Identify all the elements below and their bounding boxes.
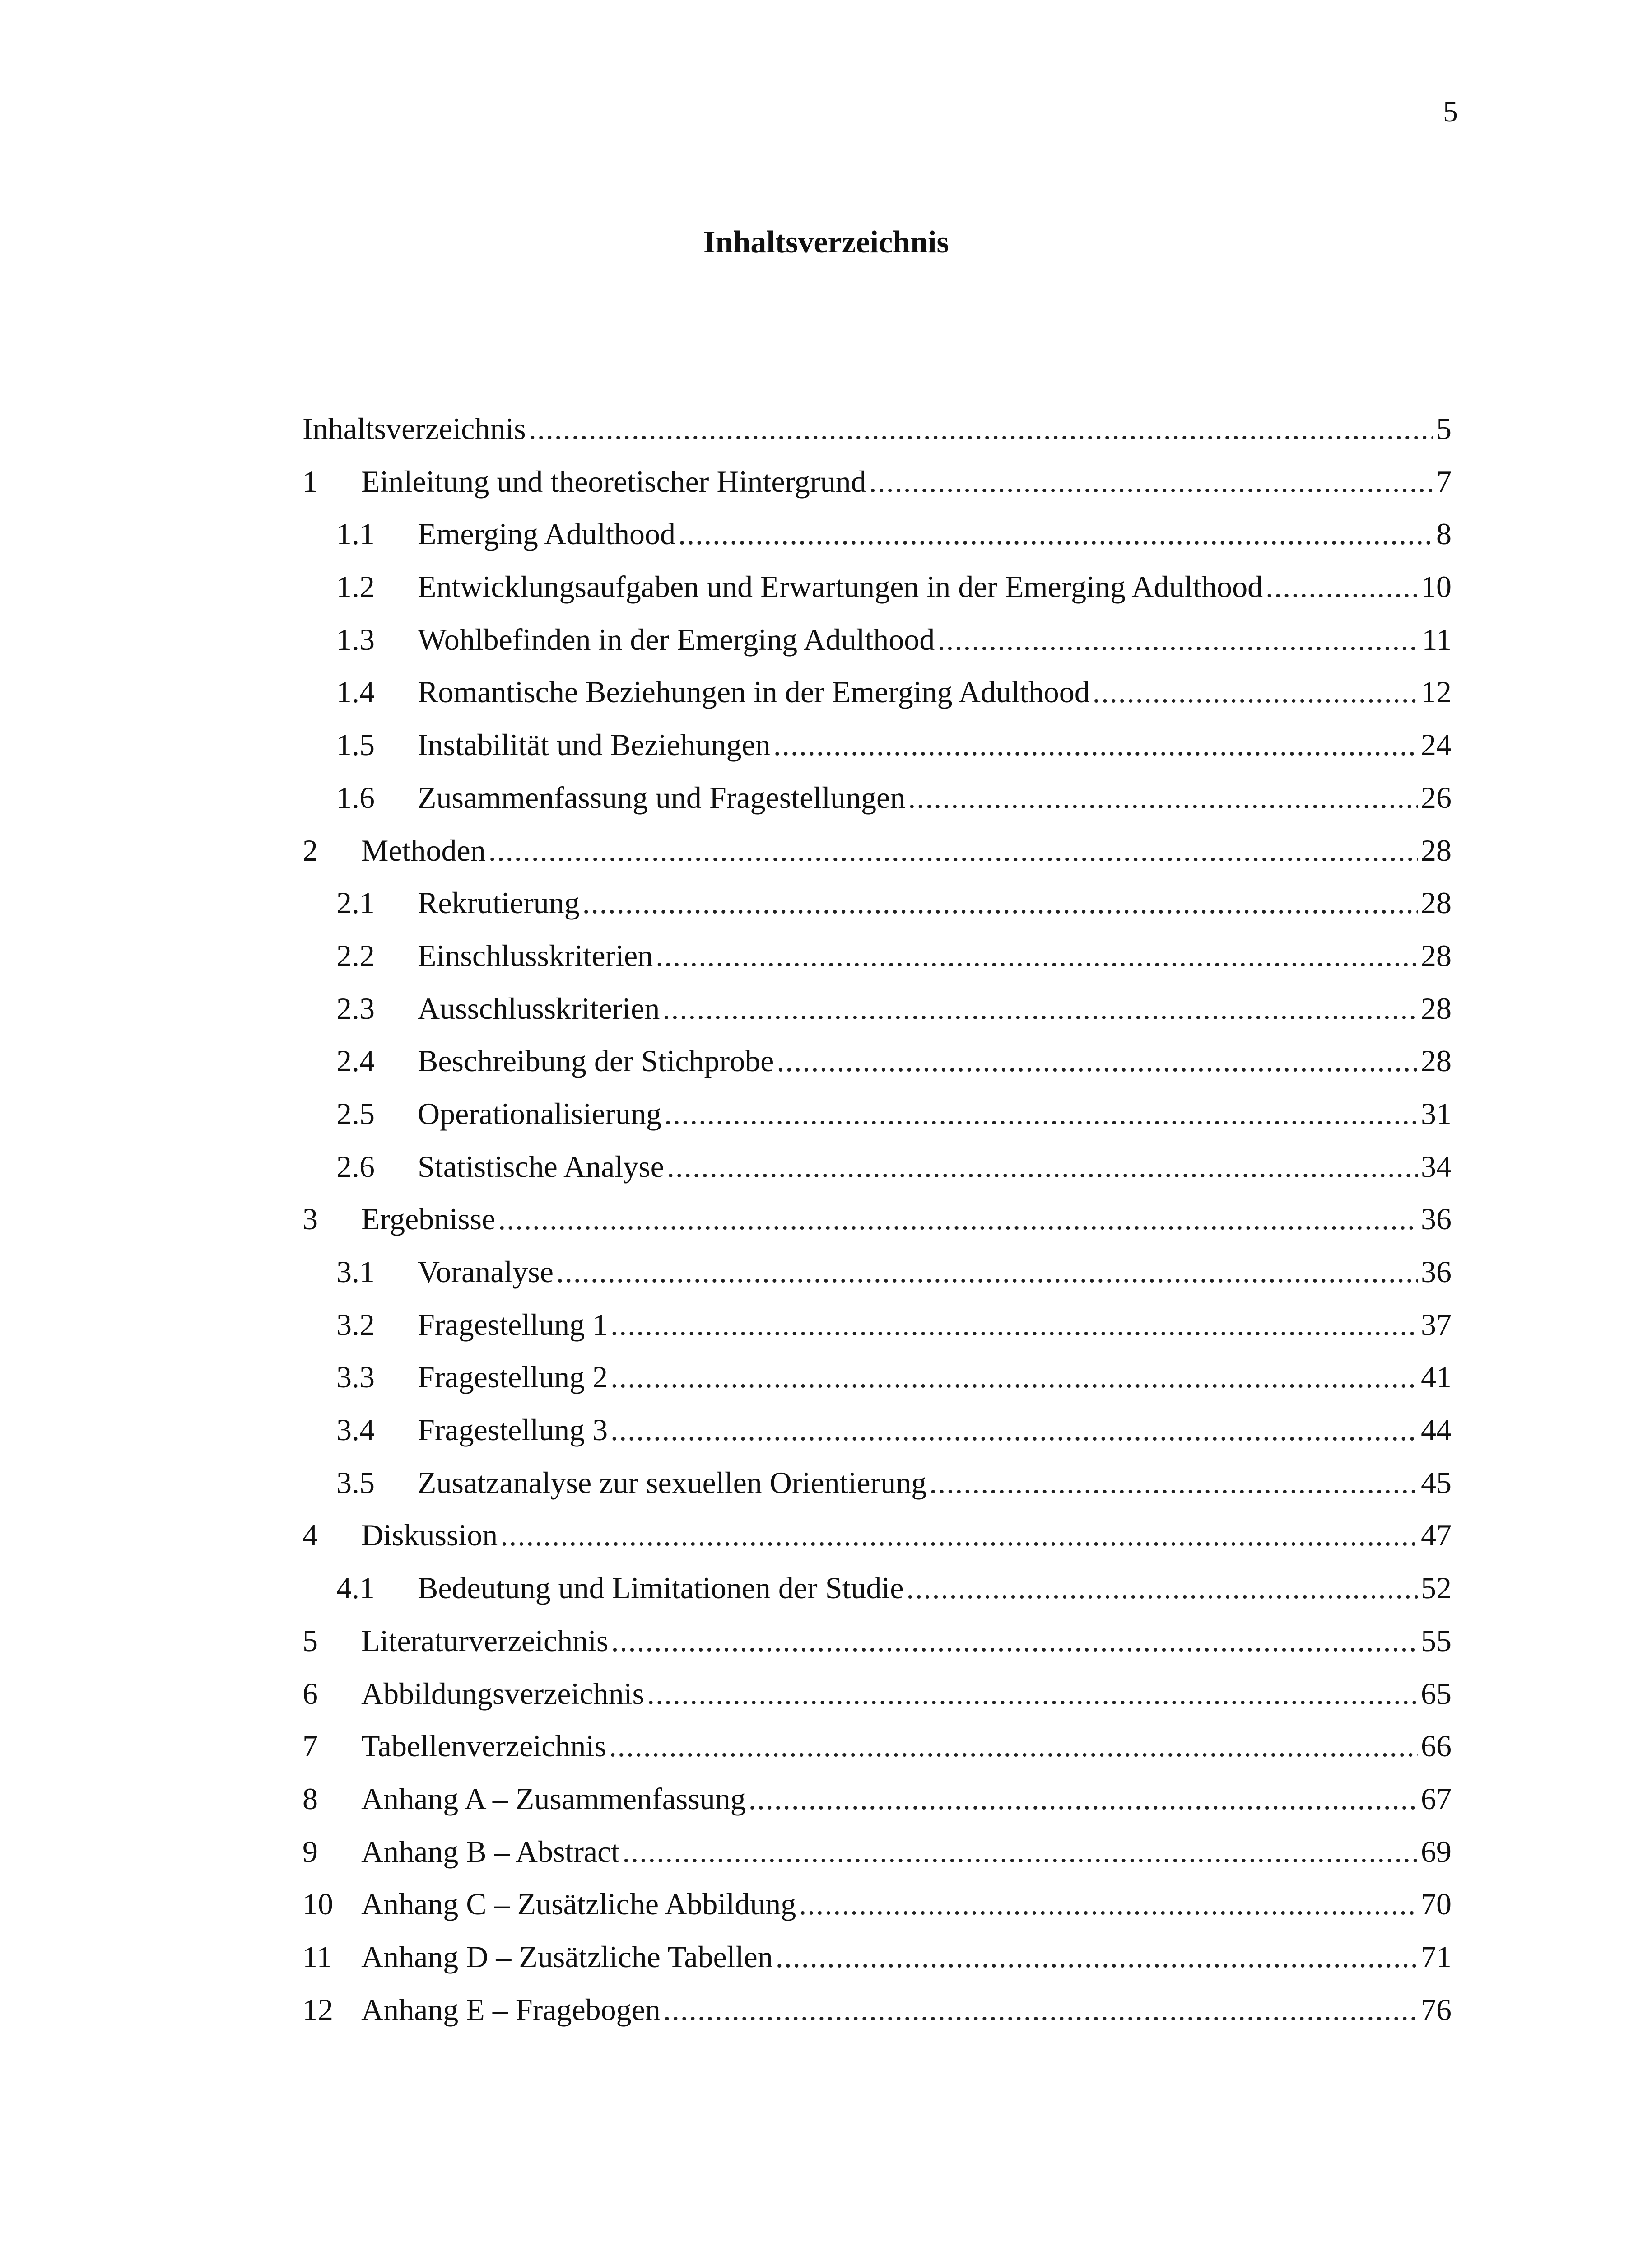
toc-entry-title: Einleitung und theoretischer Hintergrund (361, 464, 866, 499)
toc-entry[interactable] (302, 676, 1452, 729)
dot-leader (929, 1467, 1418, 1498)
toc-entry-number: 1 (302, 464, 318, 499)
toc-entry[interactable] (302, 1414, 1452, 1467)
toc-entry[interactable] (302, 1256, 1452, 1309)
toc-entry-page-number: 55 (1421, 1623, 1452, 1658)
toc-entry-page-number: 24 (1421, 728, 1452, 762)
toc-entry[interactable] (302, 1151, 1452, 1204)
toc-entry-title: Operationalisierung (418, 1096, 662, 1131)
toc-entry-title: Rekrutierung (418, 886, 580, 920)
toc-entry-number: 2.1 (336, 886, 375, 920)
toc-entry-page-number: 5 (1436, 411, 1452, 446)
toc-entry-page-number: 45 (1421, 1465, 1452, 1500)
dot-leader (609, 1731, 1418, 1761)
toc-entry-title: Anhang A – Zusammenfassung (361, 1781, 746, 1816)
toc-entry-title: Statistische Analyse (418, 1149, 664, 1184)
toc-entry[interactable] (302, 782, 1452, 835)
toc-entry-page-number: 52 (1421, 1571, 1452, 1605)
toc-entry-number: 6 (302, 1676, 318, 1711)
toc-entry-number: 2.6 (336, 1149, 375, 1184)
toc-entry-title: Inhaltsverzeichnis (302, 411, 526, 446)
dot-leader (662, 993, 1418, 1024)
toc-entry-page-number: 7 (1436, 464, 1452, 499)
toc-entry[interactable] (302, 1941, 1452, 1994)
toc-entry[interactable] (302, 835, 1452, 888)
toc-entry-title: Voranalyse (418, 1255, 554, 1289)
table-of-contents (302, 413, 1452, 2047)
toc-entry-page-number: 28 (1421, 886, 1452, 920)
toc-entry-page-number: 26 (1421, 780, 1452, 815)
toc-entry-page-number: 37 (1421, 1307, 1452, 1342)
toc-entry-number: 1.6 (336, 780, 375, 815)
toc-entry-number: 2.3 (336, 991, 375, 1026)
toc-entry-page-number: 28 (1421, 833, 1452, 868)
toc-entry-page-number: 28 (1421, 1044, 1452, 1078)
toc-entry-page-number: 67 (1421, 1781, 1452, 1816)
toc-entry-title: Zusammenfassung und Fragestellungen (418, 780, 906, 815)
dot-leader (664, 1098, 1418, 1129)
toc-entry-page-number: 11 (1422, 622, 1452, 657)
toc-entry-title: Methoden (361, 833, 486, 868)
toc-entry[interactable] (302, 1625, 1452, 1678)
toc-entry-page-number: 70 (1421, 1887, 1452, 1922)
toc-entry-page-number: 12 (1421, 675, 1452, 709)
toc-entry-number: 3.2 (336, 1307, 375, 1342)
toc-entry[interactable] (302, 940, 1452, 993)
dot-leader (663, 1994, 1418, 2025)
dot-leader (869, 466, 1433, 497)
dot-leader (610, 1309, 1418, 1340)
dot-leader (937, 624, 1419, 655)
toc-entry-title: Entwicklungsaufgaben und Erwartungen in der Emerging Adulthood (418, 569, 1263, 604)
toc-entry-title: Instabilität und Beziehungen (418, 728, 771, 762)
toc-entry-number: 2.4 (336, 1044, 375, 1078)
toc-entry[interactable] (302, 993, 1452, 1046)
toc-entry[interactable] (302, 413, 1452, 466)
toc-entry[interactable] (302, 1678, 1452, 1731)
toc-entry-number: 4 (302, 1518, 318, 1553)
dot-leader (529, 413, 1433, 444)
page-title: Inhaltsverzeichnis (703, 224, 949, 260)
dot-leader (610, 1414, 1418, 1445)
toc-entry[interactable] (302, 466, 1452, 519)
toc-entry-page-number: 44 (1421, 1413, 1452, 1447)
toc-entry-number: 3.5 (336, 1465, 375, 1500)
dot-leader (908, 782, 1418, 813)
toc-entry-number: 1.4 (336, 675, 375, 709)
toc-entry-number: 3.3 (336, 1360, 375, 1395)
toc-entry[interactable] (302, 518, 1452, 571)
toc-entry-number: 12 (302, 1992, 333, 2027)
toc-entry-number: 3.4 (336, 1413, 375, 1447)
toc-entry-page-number: 65 (1421, 1676, 1452, 1711)
toc-entry[interactable] (302, 1836, 1452, 1889)
toc-entry[interactable] (302, 1098, 1452, 1151)
toc-entry-number: 2.5 (336, 1096, 375, 1131)
dot-leader (656, 940, 1418, 971)
toc-entry-page-number: 71 (1421, 1939, 1452, 1974)
toc-entry-title: Fragestellung 1 (418, 1307, 608, 1342)
dot-leader (489, 835, 1418, 866)
toc-entry-number: 1.5 (336, 728, 375, 762)
toc-entry-number: 2.2 (336, 938, 375, 973)
toc-entry-title: Bedeutung und Limitationen der Studie (418, 1571, 904, 1605)
toc-entry-page-number: 69 (1421, 1834, 1452, 1869)
dot-leader (582, 887, 1418, 918)
toc-entry-page-number: 28 (1421, 991, 1452, 1026)
toc-entry[interactable] (302, 1045, 1452, 1098)
toc-entry[interactable] (302, 624, 1452, 677)
page-number: 5 (1443, 95, 1458, 128)
toc-entry[interactable] (302, 729, 1452, 782)
toc-entry-number: 1.2 (336, 569, 375, 604)
toc-entry-title: Anhang D – Zusätzliche Tabellen (361, 1939, 773, 1974)
dot-leader (773, 729, 1418, 760)
toc-entry[interactable] (302, 1572, 1452, 1625)
toc-entry-number: 10 (302, 1887, 333, 1922)
toc-entry[interactable] (302, 1362, 1452, 1414)
toc-entry-title: Tabellenverzeichnis (361, 1729, 606, 1763)
toc-entry[interactable] (302, 1731, 1452, 1783)
toc-entry-number: 8 (302, 1781, 318, 1816)
toc-entry-number: 3 (302, 1202, 318, 1236)
toc-entry[interactable] (302, 887, 1452, 940)
toc-entry-number: 7 (302, 1729, 318, 1763)
toc-entry-page-number: 36 (1421, 1255, 1452, 1289)
dot-leader (777, 1045, 1418, 1076)
dot-leader (647, 1678, 1418, 1709)
toc-entry[interactable] (302, 1783, 1452, 1836)
toc-entry-title: Fragestellung 2 (418, 1360, 608, 1395)
toc-entry-number: 4.1 (336, 1571, 375, 1605)
toc-entry-page-number: 66 (1421, 1729, 1452, 1763)
toc-entry-number: 5 (302, 1623, 318, 1658)
toc-entry-title: Anhang E – Fragebogen (361, 1992, 661, 2027)
toc-entry-page-number: 8 (1436, 517, 1452, 551)
toc-entry-title: Abbildungsverzeichnis (361, 1676, 644, 1711)
toc-entry-page-number: 10 (1421, 569, 1452, 604)
toc-entry-page-number: 41 (1421, 1360, 1452, 1395)
toc-entry-title: Ergebnisse (361, 1202, 496, 1236)
toc-entry-page-number: 28 (1421, 938, 1452, 973)
toc-entry-page-number: 36 (1421, 1202, 1452, 1236)
toc-entry-page-number: 34 (1421, 1149, 1452, 1184)
dot-leader (500, 1520, 1418, 1550)
toc-entry-title: Anhang C – Zusätzliche Abbildung (361, 1887, 796, 1922)
dot-leader (906, 1572, 1418, 1603)
toc-entry-page-number: 47 (1421, 1518, 1452, 1553)
toc-entry[interactable] (302, 1467, 1452, 1520)
dot-leader (556, 1256, 1418, 1287)
dot-leader (610, 1362, 1418, 1392)
toc-entry-title: Einschlusskriterien (418, 938, 653, 973)
toc-entry-page-number: 31 (1421, 1096, 1452, 1131)
toc-entry-number: 1.1 (336, 517, 375, 551)
dot-leader (667, 1151, 1418, 1182)
dot-leader (776, 1941, 1418, 1972)
toc-entry-title: Diskussion (361, 1518, 498, 1553)
toc-entry-page-number: 76 (1421, 1992, 1452, 2027)
toc-entry-title: Romantische Beziehungen in der Emerging Adulthood (418, 675, 1090, 709)
dot-leader (1266, 571, 1418, 602)
dot-leader (498, 1204, 1418, 1234)
dot-leader (678, 518, 1433, 549)
toc-entry-title: Fragestellung 3 (418, 1413, 608, 1447)
toc-entry[interactable] (302, 1889, 1452, 1941)
toc-entry-title: Literaturverzeichnis (361, 1623, 609, 1658)
toc-entry-number: 1.3 (336, 622, 375, 657)
dot-leader (622, 1836, 1418, 1867)
dot-leader (799, 1889, 1418, 1919)
toc-entry[interactable] (302, 1994, 1452, 2047)
toc-entry-number: 2 (302, 833, 318, 868)
toc-entry-title: Wohlbefinden in der Emerging Adulthood (418, 622, 935, 657)
toc-entry-number: 11 (302, 1939, 332, 1974)
toc-entry[interactable] (302, 1204, 1452, 1256)
toc-entry-title: Zusatzanalyse zur sexuellen Orientierung (418, 1465, 927, 1500)
toc-entry-title: Anhang B – Abstract (361, 1834, 620, 1869)
toc-entry-title: Beschreibung der Stichprobe (418, 1044, 774, 1078)
toc-entry-number: 3.1 (336, 1255, 375, 1289)
toc-entry[interactable] (302, 571, 1452, 624)
dot-leader (1093, 676, 1418, 707)
toc-entry[interactable] (302, 1309, 1452, 1362)
toc-entry-title: Emerging Adulthood (418, 517, 676, 551)
toc-entry-title: Ausschlusskriterien (418, 991, 660, 1026)
dot-leader (611, 1625, 1419, 1656)
dot-leader (749, 1783, 1418, 1814)
toc-entry[interactable] (302, 1520, 1452, 1572)
toc-entry-number: 9 (302, 1834, 318, 1869)
